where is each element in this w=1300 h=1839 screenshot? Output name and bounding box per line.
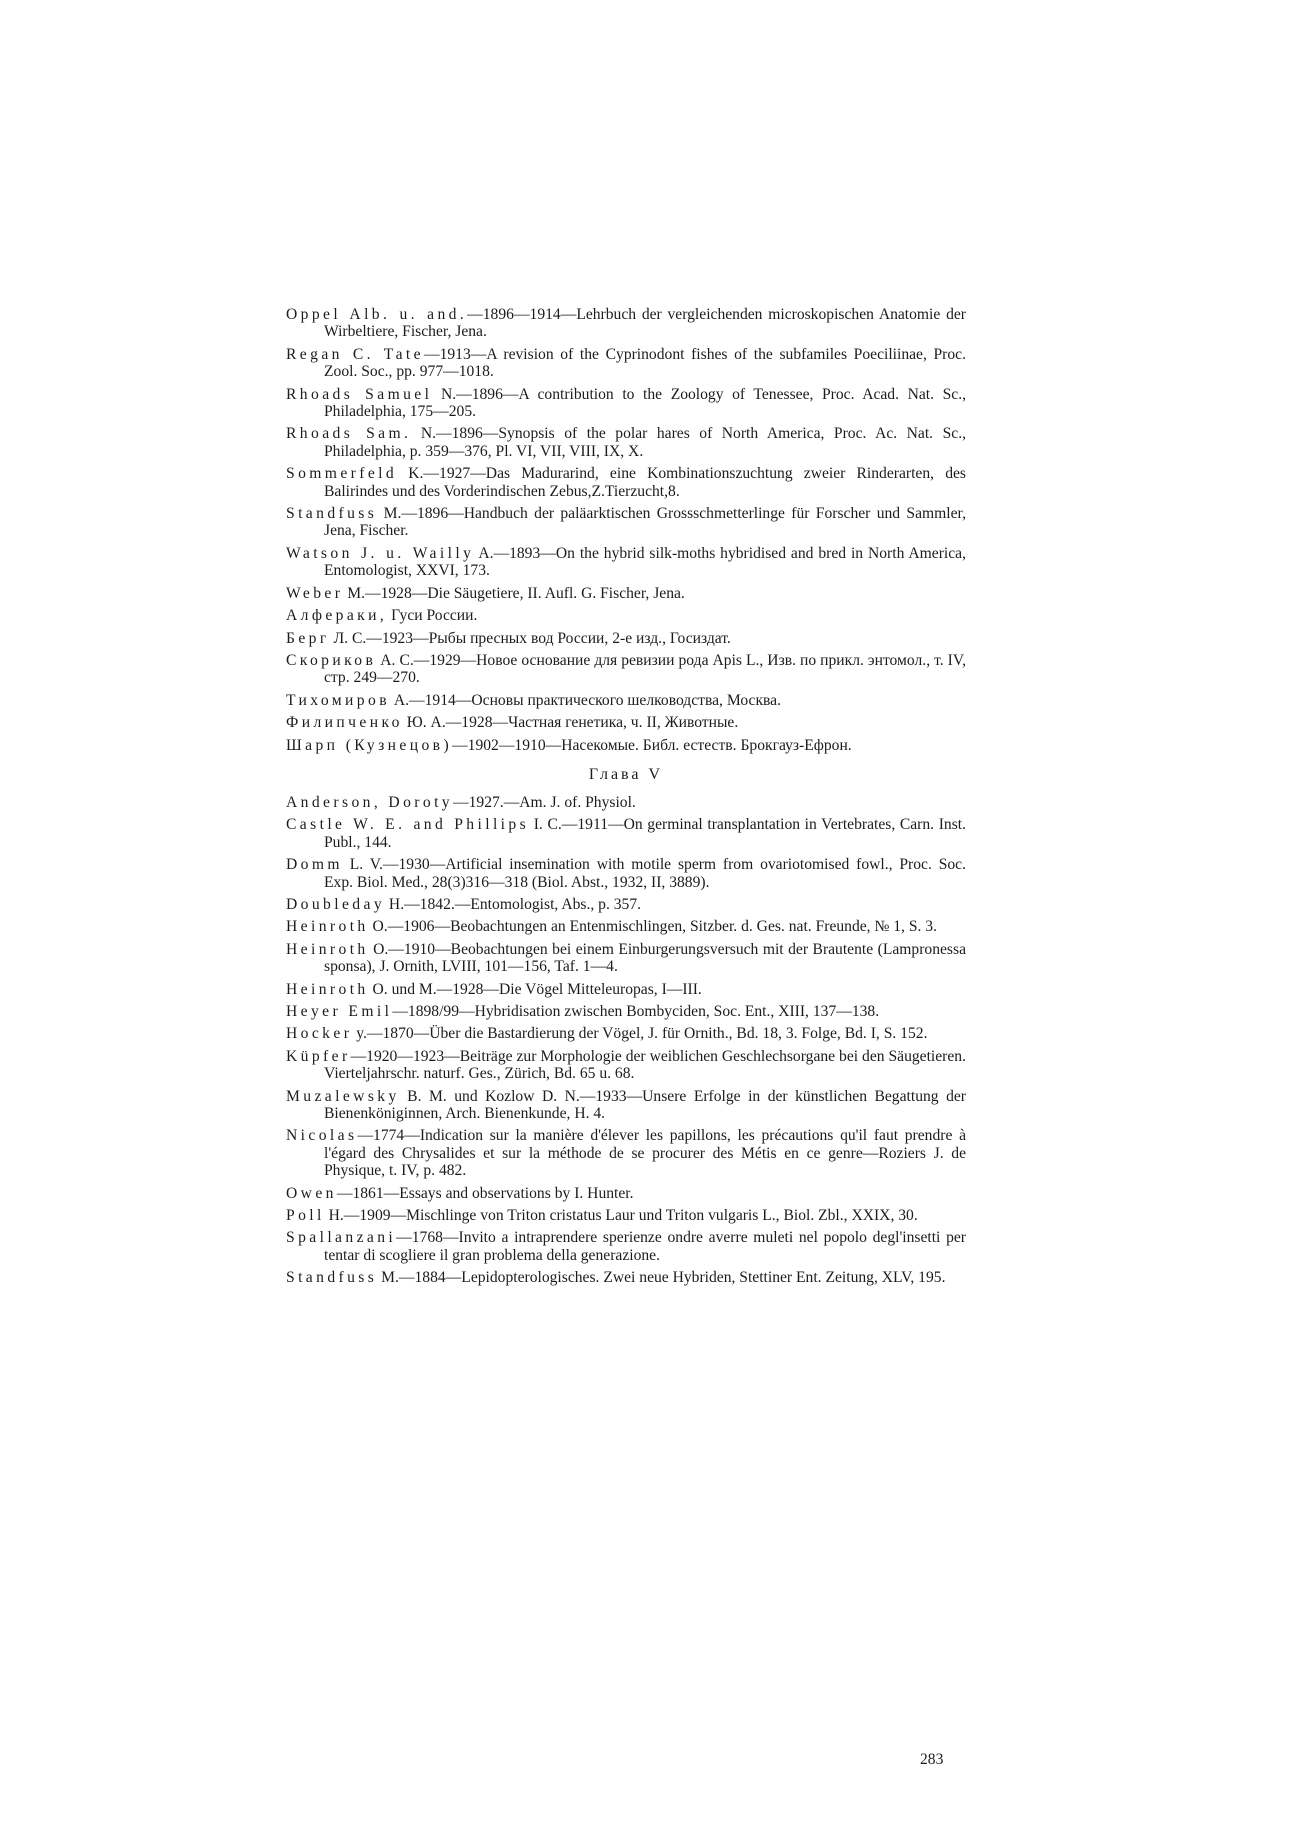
chapter-heading: Глава V xyxy=(588,765,664,783)
reference-author: Nicolas xyxy=(286,1127,358,1145)
reference-entry xyxy=(286,981,966,998)
reference-author: Heinroth xyxy=(286,940,369,958)
reference-author: Owen xyxy=(286,1184,337,1202)
reference-text: O.—1906—Beobachtungen an Entenmischlingen, Sitzber. d. Ges. nat. Freunde, № 1, S. 3. xyxy=(368,918,938,936)
reference-text: K.—1927—Das Madurarind, eine Kombinationszuchtung zweier Rinderarten, des Balirindes und des Vorderindischen Zebus,Z.Tierzucht,8. xyxy=(324,465,966,500)
reference-text: B. M. und Kozlow D. N.—1933—Unsere Erfolge in der künstlichen Begattung der Bienenköniginnen, Arch. Bienenkunde, H. 4. xyxy=(324,1087,966,1123)
reference-entry xyxy=(286,1185,966,1202)
reference-list-2 xyxy=(286,794,966,1287)
reference-author: Берг xyxy=(286,629,330,647)
reference-author: Rhoads Sam. xyxy=(286,425,412,443)
reference-entry xyxy=(286,918,966,935)
reference-text: H.—1909—Mischlinge von Triton cristatus Laur und Triton vulgaris L., Biol. Zbl., XXIX, 30. xyxy=(324,1207,918,1225)
bibliography-page xyxy=(286,306,966,1292)
reference-author: Castle W. E. and Phillips xyxy=(286,816,530,834)
reference-text: Гуси России. xyxy=(387,607,478,625)
reference-text: Ю. А.—1928—Частная генетика, ч. II, Животные. xyxy=(402,714,739,732)
reference-entry xyxy=(286,1269,966,1286)
reference-text: —1920—1923—Beiträge zur Morphologie der weiblichen Geschlechsorgane bei den Säugetieren. Vierteljahrschr. naturf. Ges., Zürich, Bd. 65 u. 68. xyxy=(324,1047,966,1083)
reference-author: Spallanzani xyxy=(286,1229,397,1247)
page-number: 283 xyxy=(920,1751,944,1768)
reference-author: Standfuss xyxy=(286,1269,378,1287)
reference-text: O. und M.—1928—Die Vögel Mitteleuropas, I—III. xyxy=(368,980,702,998)
reference-entry xyxy=(286,505,966,540)
reference-entry xyxy=(286,1127,966,1179)
reference-author: Тихомиров xyxy=(286,691,390,709)
reference-entry xyxy=(286,1003,966,1020)
reference-author: Regan C. Tate xyxy=(286,345,424,363)
reference-author: Oppel Alb. u. and. xyxy=(286,306,468,323)
reference-text: —1927.—Am. J. of. Physiol. xyxy=(453,793,636,811)
reference-author: Watson J. u. Wailly xyxy=(286,544,475,562)
reference-author: Domm xyxy=(286,856,343,874)
reference-author: Küpfer xyxy=(286,1047,351,1065)
reference-text: O.—1910—Beobachtungen bei einem Einburgerungsversuch mit der Brautente (Lampronessa sponsa), J. Ornith, LVIII, 101—156, Taf. 1—4. xyxy=(324,940,966,976)
reference-text: А. С.—1929—Новое основание для ревизии рода Apis L., Изв. по прикл. энтомол., т. IV, стр. 249—270. xyxy=(324,651,966,687)
reference-text: M.—1896—Handbuch der paläarktischen Grossschmetterlinge für Forscher und Sammler, Jena, Fischer. xyxy=(324,505,966,540)
reference-text: N.—1896—Synopsis of the polar hares of North America, Proc. Ac. Nat. Sc., Philadelphia, p. 359—376, Pl. VI, VII, VIII, IX, X. xyxy=(324,425,966,460)
reference-entry xyxy=(286,346,966,381)
reference-entry xyxy=(286,896,966,913)
reference-entry xyxy=(286,1088,966,1123)
reference-entry xyxy=(286,714,966,731)
reference-entry xyxy=(286,692,966,709)
reference-entry xyxy=(286,545,966,580)
reference-text: A.—1893—On the hybrid silk-moths hybridised and bred in North America, Entomologist, XXVI, 173. xyxy=(324,544,966,580)
reference-entry xyxy=(286,465,966,500)
reference-entry xyxy=(286,1025,966,1042)
reference-author: Hocker xyxy=(286,1025,353,1043)
reference-entry xyxy=(286,816,966,851)
reference-text: Л. С.—1923—Рыбы пресных вод России, 2-е изд., Госиздат. xyxy=(329,629,731,647)
reference-text: M.—1928—Die Säugetiere, II. Aufl. G. Fischer, Jena. xyxy=(343,584,685,602)
reference-author: Heinroth xyxy=(286,918,369,936)
reference-author: Muzalewsky xyxy=(286,1087,400,1105)
reference-text: —1774—Indication sur la manière d'élever les papillons, les précautions qu'il faut prendre à l'égard des Chrysalides et sur la méthode de se procurer des Métis en ce genre—Roziers J. de Physique, t. IV, p. 482. xyxy=(324,1127,966,1180)
reference-author: Филипченко xyxy=(286,714,403,732)
reference-author: Sommerfeld xyxy=(286,465,398,483)
reference-author: Heyer Emil xyxy=(286,1003,393,1020)
reference-entry xyxy=(286,585,966,602)
reference-author: Weber xyxy=(286,584,344,602)
reference-text: —1896—1914—Lehrbuch der vergleichenden microskopischen Anatomie der Wirbeltiere, Fischer, Jena. xyxy=(324,306,966,341)
reference-author: Anderson, Doroty xyxy=(286,793,454,811)
reference-entry xyxy=(286,306,966,341)
reference-author: Doubleday xyxy=(286,895,386,913)
reference-list-1 xyxy=(286,306,966,754)
reference-entry xyxy=(286,1229,966,1264)
reference-entry xyxy=(286,607,966,624)
reference-author: Standfuss xyxy=(286,505,378,523)
reference-text: А.—1914—Основы практического шелководства, Москва. xyxy=(389,691,781,709)
reference-text: —1768—Invito a intraprendere sperienze ondre averre muleti nel popolo degl'insetti per tentar di scogliere il gran problema della generazione. xyxy=(324,1229,966,1264)
reference-author: Алфераки, xyxy=(286,607,388,625)
reference-entry xyxy=(286,1207,966,1224)
reference-entry xyxy=(286,794,966,811)
reference-text: —1913—A revision of the Cyprinodont fishes of the subfamiles Poeciliinae, Proc. Zool. Soc., pp. 977—1018. xyxy=(324,345,966,381)
reference-author: Rhoads Samuel xyxy=(286,385,433,403)
reference-entry xyxy=(286,652,966,687)
reference-text: y.—1870—Über die Bastardierung der Vögel, J. für Ornith., Bd. 18, 3. Folge, Bd. I, S. 152. xyxy=(352,1025,928,1043)
reference-text: L. V.—1930—Artificial insemination with motile sperm from ovariotomised fowl., Proc. Soc. Exp. Biol. Med., 28(3)316—318 (Biol. Abst., 1932, II, 3889). xyxy=(324,856,966,891)
reference-entry xyxy=(286,1048,966,1083)
reference-entry xyxy=(286,941,966,976)
reference-entry xyxy=(286,386,966,421)
reference-author: Poll xyxy=(286,1207,325,1225)
reference-text: I. C.—1911—On germinal transplantation in Vertebrates, Carn. Inst. Publ., 144. xyxy=(324,816,967,851)
reference-text: —1898/99—Hybridisation zwischen Bombyciden, Soc. Ent., XIII, 137—138. xyxy=(392,1003,880,1020)
reference-entry xyxy=(286,856,966,891)
reference-author: Heinroth xyxy=(286,980,369,998)
reference-entry xyxy=(286,737,966,754)
reference-author: Скориков xyxy=(286,651,377,669)
reference-text: N.—1896—A contribution to the Zoology of Tenessee, Proc. Acad. Nat. Sc., Philadelphia, 175—205. xyxy=(324,385,967,421)
reference-author: Шарп (Кузнецов) xyxy=(286,736,453,754)
reference-text: —1861—Essays and observations by I. Hunter. xyxy=(336,1184,634,1202)
reference-text: M.—1884—Lepidopterologisches. Zwei neue Hybriden, Stettiner Ent. Zeitung, XLV, 195. xyxy=(377,1269,946,1287)
reference-text: H.—1842.—Entomologist, Abs., p. 357. xyxy=(385,895,642,913)
reference-text: —1902—1910—Насекомые. Библ. естеств. Брокгауз-Ефрон. xyxy=(452,736,852,754)
reference-entry xyxy=(286,630,966,647)
reference-entry xyxy=(286,425,966,460)
